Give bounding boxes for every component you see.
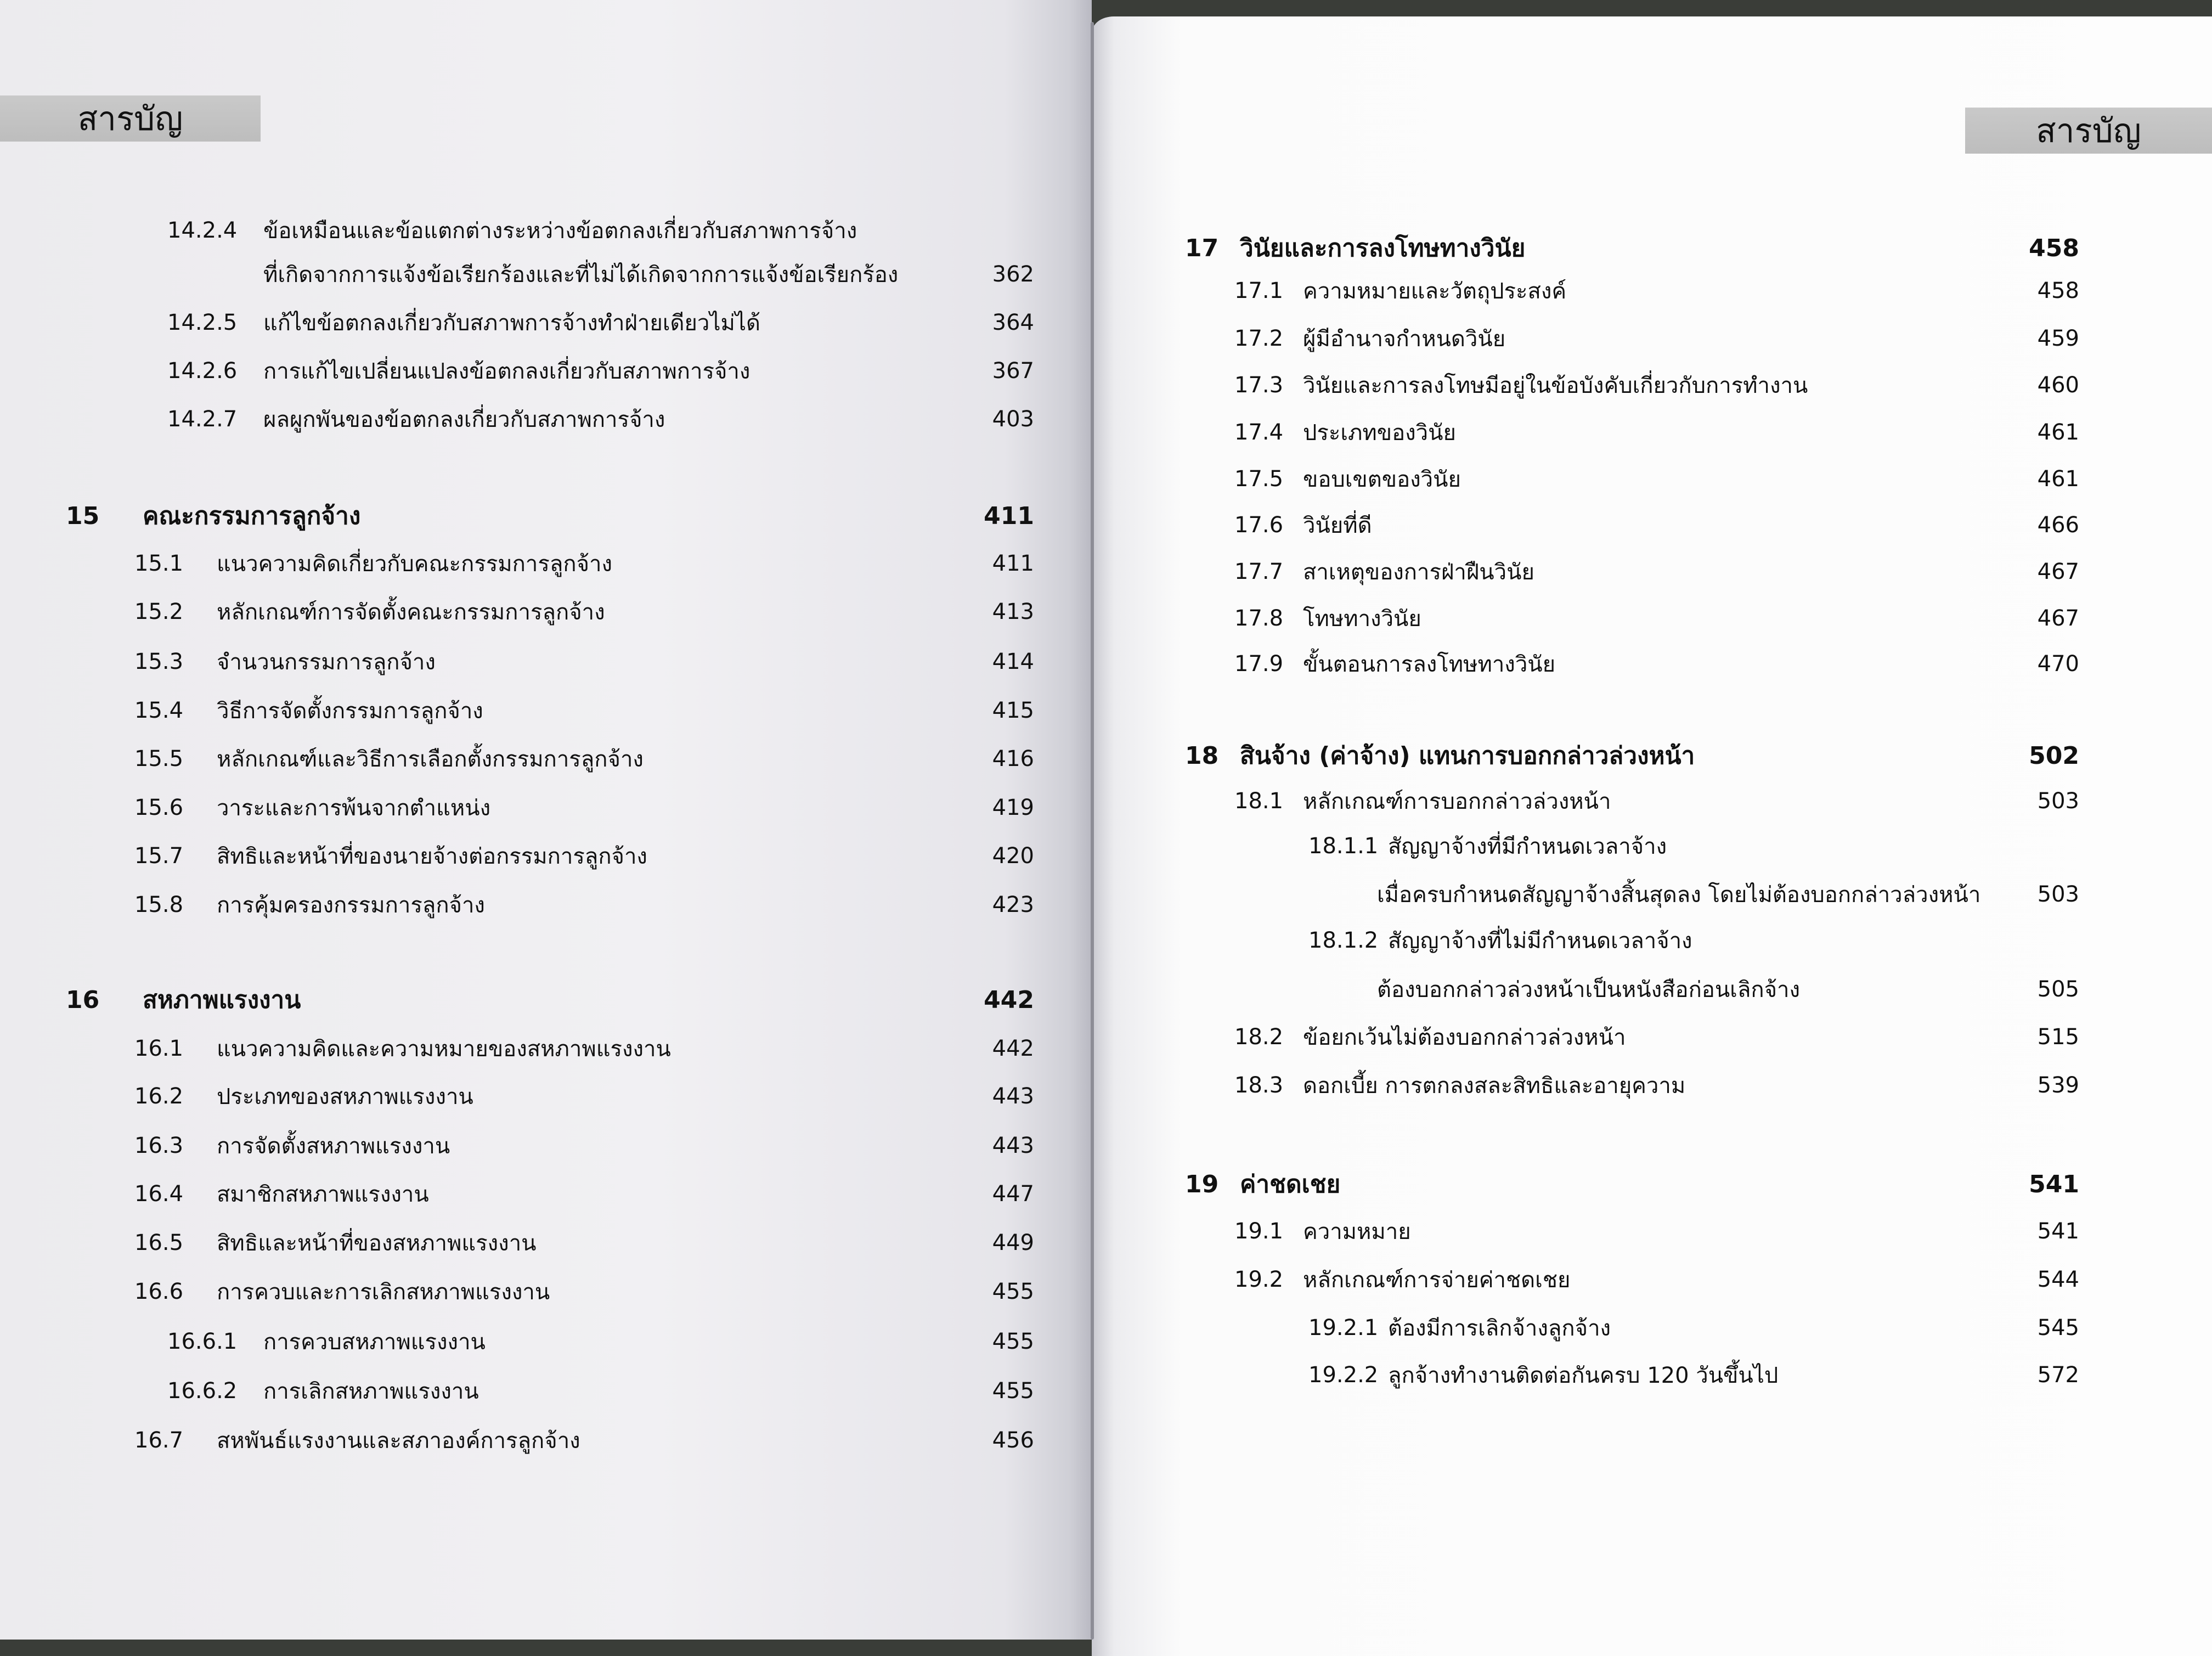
toc-entry-page-number: 414 bbox=[992, 649, 1034, 674]
toc-entry-number: 17.1 bbox=[1234, 278, 1284, 303]
toc-entry-number: 17.2 bbox=[1234, 326, 1284, 351]
toc-entry-number: 19.1 bbox=[1234, 1219, 1284, 1244]
toc-entry-title: หลักเกณฑ์การจ่ายค่าชดเชย bbox=[1303, 1268, 1571, 1293]
toc-entry-row bbox=[1234, 369, 2079, 402]
toc-entry-number: 14.2.7 bbox=[167, 407, 238, 432]
toc-entry-page-number: 515 bbox=[2037, 1024, 2079, 1050]
toc-entry-page-number: 470 bbox=[2037, 651, 2079, 677]
toc-entry-number: 16 bbox=[66, 985, 100, 1014]
toc-entry-title: ความหมาย bbox=[1303, 1219, 1411, 1244]
toc-entry-title: สาเหตุของการฝ่าฝืนวินัย bbox=[1303, 560, 1534, 585]
toc-entry-page-number: 545 bbox=[2037, 1315, 2079, 1340]
toc-entry-page-number: 541 bbox=[2037, 1219, 2079, 1244]
toc-entry-title: ประเภทของสหภาพแรงงาน bbox=[217, 1084, 473, 1109]
toc-entry-page-number: 502 bbox=[2029, 741, 2079, 770]
toc-entry-number: 17.4 bbox=[1234, 420, 1284, 445]
toc-entry-title: ขอบเขตของวินัย bbox=[1303, 467, 1461, 492]
toc-entry-row bbox=[167, 403, 1034, 436]
toc-entry-row bbox=[134, 1129, 1034, 1162]
toc-entry-title: ผลผูกพันของข้อตกลงเกี่ยวกับสภาพการจ้าง bbox=[263, 407, 665, 432]
toc-entry-page-number: 467 bbox=[2037, 606, 2079, 631]
toc-entry-number: 15.5 bbox=[134, 746, 184, 771]
toc-entry-row bbox=[134, 1275, 1034, 1308]
toc-entry-row bbox=[1234, 416, 2079, 449]
toc-entry-page-number: 541 bbox=[2029, 1170, 2079, 1198]
toc-entry-page-number: 455 bbox=[992, 1279, 1034, 1304]
toc-entry-number: 14.2.6 bbox=[167, 358, 238, 384]
toc-entry-title: โทษทางวินัย bbox=[1303, 606, 1421, 632]
left-page-header-label: สารบัญ bbox=[77, 99, 183, 138]
toc-entry-row bbox=[134, 742, 1034, 775]
toc-entry-row bbox=[134, 840, 1034, 872]
toc-entry-row bbox=[134, 1178, 1034, 1210]
toc-entry-page-number: 459 bbox=[2037, 326, 2079, 351]
toc-entry-page-number: 362 bbox=[992, 262, 1034, 287]
toc-chapter-row bbox=[66, 499, 1034, 532]
right-page-header-label: สารบัญ bbox=[2036, 111, 2141, 150]
toc-entry-page-number: 503 bbox=[2037, 788, 2079, 814]
toc-entry-title: ข้อยกเว้นไม่ต้องบอกกล่าวล่วงหน้า bbox=[1303, 1025, 1626, 1050]
toc-entry-row bbox=[1308, 924, 2079, 957]
toc-entry-row bbox=[1234, 322, 2079, 355]
toc-entry-number: 15.1 bbox=[134, 551, 184, 576]
toc-entry-title: เมื่อครบกำหนดสัญญาจ้างสิ้นสุดลง โดยไม่ต้องบอกกล่าวล่วงหน้า bbox=[1377, 882, 1981, 908]
toc-entry-number: 19 bbox=[1185, 1170, 1219, 1198]
toc-entry-row bbox=[1234, 463, 2079, 495]
toc-entry-number: 17 bbox=[1185, 234, 1219, 262]
toc-entry-page-number: 449 bbox=[992, 1230, 1034, 1255]
toc-entry-number: 15.6 bbox=[134, 795, 184, 820]
toc-entry-row bbox=[1234, 1263, 2079, 1296]
toc-entry-title: แก้ไขข้อตกลงเกี่ยวกับสภาพการจ้างทำฝ่ายเดียวไม่ได้ bbox=[263, 311, 760, 336]
toc-entry-title: ขั้นตอนการลงโทษทางวินัย bbox=[1303, 652, 1556, 677]
toc-entry-title: วินัยที่ดี bbox=[1303, 513, 1372, 538]
toc-entry-title: วินัยและการลงโทษมีอยู่ในข้อบังคับเกี่ยวกับการทำงาน bbox=[1303, 373, 1808, 398]
toc-entry-row bbox=[134, 791, 1034, 824]
toc-entry-number: 18.1.2 bbox=[1308, 928, 1379, 953]
toc-entry-number: 18.2 bbox=[1234, 1024, 1284, 1050]
toc-entry-number: 17.9 bbox=[1234, 651, 1284, 677]
toc-entry-number: 16.4 bbox=[134, 1181, 184, 1207]
toc-entry-page-number: 442 bbox=[992, 1036, 1034, 1061]
toc-entry-row bbox=[263, 258, 1034, 291]
toc-entry-page-number: 503 bbox=[2037, 882, 2079, 907]
toc-entry-page-number: 447 bbox=[992, 1181, 1034, 1207]
toc-entry-title: ข้อเหมือนและข้อแตกต่างระหว่างข้อตกลงเกี่ยวกับสภาพการจ้าง bbox=[263, 218, 857, 244]
toc-entry-page-number: 544 bbox=[2037, 1267, 2079, 1292]
toc-chapter-row bbox=[1185, 232, 2079, 264]
toc-entry-number: 16.5 bbox=[134, 1230, 184, 1255]
toc-entry-title: สินจ้าง (ค่าจ้าง) แทนการบอกกล่าวล่วงหน้า bbox=[1240, 742, 1695, 770]
toc-entry-page-number: 572 bbox=[2037, 1362, 2079, 1388]
toc-entry-title: การจัดตั้งสหภาพแรงงาน bbox=[217, 1134, 450, 1159]
toc-entry-number: 19.2.1 bbox=[1308, 1315, 1379, 1340]
toc-entry-title: ต้องบอกกล่าวล่วงหน้าเป็นหนังสือก่อนเลิกจ้าง bbox=[1377, 977, 1800, 1002]
toc-entry-row bbox=[134, 888, 1034, 921]
toc-entry-row bbox=[167, 214, 1034, 247]
toc-entry-page-number: 415 bbox=[992, 698, 1034, 723]
toc-entry-number: 17.8 bbox=[1234, 606, 1284, 631]
toc-entry-row bbox=[1234, 274, 2079, 307]
toc-entry-row bbox=[1234, 509, 2079, 542]
right-page-header-tab bbox=[1965, 108, 2212, 154]
toc-entry-title: สัญญาจ้างที่ไม่มีกำหนดเวลาจ้าง bbox=[1388, 928, 1692, 954]
book-spine-gutter bbox=[1091, 22, 1094, 1640]
toc-entry-number: 17.7 bbox=[1234, 559, 1284, 584]
toc-entry-title: หลักเกณฑ์การจัดตั้งคณะกรรมการลูกจ้าง bbox=[217, 600, 605, 625]
toc-entry-page-number: 442 bbox=[984, 985, 1034, 1014]
toc-entry-page-number: 364 bbox=[992, 310, 1034, 335]
left-page-header-tab bbox=[0, 95, 261, 142]
toc-entry-row bbox=[1234, 1215, 2079, 1248]
toc-entry-row bbox=[1308, 830, 2079, 863]
toc-entry-row bbox=[134, 1226, 1034, 1259]
toc-entry-number: 18.1.1 bbox=[1308, 833, 1379, 859]
toc-entry-row bbox=[1234, 1021, 2079, 1054]
toc-entry-number: 16.7 bbox=[134, 1428, 184, 1453]
toc-entry-title: ค่าชดเชย bbox=[1240, 1170, 1341, 1198]
toc-entry-title: การแก้ไขเปลี่ยนแปลงข้อตกลงเกี่ยวกับสภาพการจ้าง bbox=[263, 359, 751, 384]
toc-entry-title: วิธีการจัดตั้งกรรมการลูกจ้าง bbox=[217, 699, 483, 724]
toc-entry-title: สิทธิและหน้าที่ของสหภาพแรงงาน bbox=[217, 1231, 537, 1256]
toc-entry-row bbox=[1308, 1311, 2079, 1344]
toc-entry-row bbox=[134, 1424, 1034, 1457]
toc-entry-title: แนวความคิดและความหมายของสหภาพแรงงาน bbox=[217, 1037, 671, 1062]
toc-entry-title: ผู้มีอำนาจกำหนดวินัย bbox=[1303, 326, 1506, 352]
toc-entry-page-number: 413 bbox=[992, 599, 1034, 624]
toc-entry-title: หลักเกณฑ์การบอกกล่าวล่วงหน้า bbox=[1303, 789, 1611, 814]
toc-entry-number: 16.6 bbox=[134, 1279, 184, 1304]
toc-entry-title: ความหมายและวัตถุประสงค์ bbox=[1303, 279, 1567, 304]
toc-entry-page-number: 420 bbox=[992, 843, 1034, 869]
toc-entry-number: 18.3 bbox=[1234, 1073, 1284, 1098]
toc-entry-page-number: 455 bbox=[992, 1378, 1034, 1404]
toc-entry-page-number: 367 bbox=[992, 358, 1034, 384]
toc-entry-title: สหพันธ์แรงงานและสภาองค์การลูกจ้าง bbox=[217, 1428, 580, 1454]
toc-entry-row bbox=[167, 306, 1034, 339]
toc-entry-number: 19.2.2 bbox=[1308, 1362, 1379, 1388]
toc-entry-number: 16.2 bbox=[134, 1084, 184, 1109]
toc-entry-row bbox=[167, 1375, 1034, 1407]
toc-entry-number: 19.2 bbox=[1234, 1267, 1284, 1292]
toc-entry-row bbox=[1234, 555, 2079, 588]
toc-entry-page-number: 411 bbox=[992, 551, 1034, 576]
toc-entry-title: หลักเกณฑ์และวิธีการเลือกตั้งกรรมการลูกจ้าง bbox=[217, 747, 644, 772]
toc-entry-title: ที่เกิดจากการแจ้งข้อเรียกร้องและที่ไม่ได้เกิดจากการแจ้งข้อเรียกร้อง bbox=[263, 262, 899, 288]
toc-entry-page-number: 443 bbox=[992, 1133, 1034, 1158]
toc-entry-page-number: 458 bbox=[2037, 278, 2079, 303]
toc-entry-number: 17.5 bbox=[1234, 466, 1284, 492]
toc-entry-row bbox=[134, 1080, 1034, 1113]
toc-chapter-row bbox=[1185, 739, 2079, 772]
toc-entry-number: 16.1 bbox=[134, 1036, 184, 1061]
toc-entry-title: ประเภทของวินัย bbox=[1303, 420, 1456, 446]
right-page bbox=[1092, 16, 2212, 1656]
toc-entry-title: การเลิกสหภาพแรงงาน bbox=[263, 1379, 479, 1404]
toc-entry-number: 18 bbox=[1185, 741, 1219, 770]
toc-entry-number: 16.6.2 bbox=[167, 1378, 238, 1404]
toc-entry-title: จำนวนกรรมการลูกจ้าง bbox=[217, 650, 436, 675]
toc-entry-title: ต้องมีการเลิกจ้างลูกจ้าง bbox=[1388, 1316, 1611, 1341]
toc-entry-title: การคุ้มครองกรรมการลูกจ้าง bbox=[217, 893, 485, 918]
toc-entry-title: สัญญาจ้างที่มีกำหนดเวลาจ้าง bbox=[1388, 834, 1667, 859]
toc-entry-title: วินัยและการลงโทษทางวินัย bbox=[1240, 234, 1526, 262]
toc-entry-number: 16.3 bbox=[134, 1133, 184, 1158]
toc-entry-row bbox=[167, 354, 1034, 387]
toc-entry-number: 14.2.5 bbox=[167, 310, 238, 335]
toc-entry-row bbox=[167, 1325, 1034, 1358]
toc-entry-number: 15.4 bbox=[134, 698, 184, 723]
toc-entry-row bbox=[1234, 785, 2079, 818]
toc-entry-page-number: 458 bbox=[2029, 234, 2079, 262]
toc-entry-number: 15.2 bbox=[134, 599, 184, 624]
left-page bbox=[0, 0, 1092, 1640]
toc-entry-title: สิทธิและหน้าที่ของนายจ้างต่อกรรมการลูกจ้าง bbox=[217, 844, 647, 869]
toc-chapter-row bbox=[66, 983, 1034, 1016]
toc-entry-row bbox=[1377, 973, 2079, 1006]
toc-entry-title: การควบและการเลิกสหภาพแรงงาน bbox=[217, 1280, 550, 1305]
toc-entry-number: 14.2.4 bbox=[167, 218, 238, 243]
toc-entry-page-number: 423 bbox=[992, 892, 1034, 917]
toc-entry-row bbox=[134, 645, 1034, 678]
toc-entry-page-number: 419 bbox=[992, 795, 1034, 820]
toc-entry-page-number: 403 bbox=[992, 407, 1034, 432]
toc-entry-number: 15.7 bbox=[134, 843, 184, 869]
toc-entry-row bbox=[1377, 878, 2079, 911]
toc-entry-row bbox=[134, 1032, 1034, 1065]
toc-entry-title: คณะกรรมการลูกจ้าง bbox=[143, 502, 361, 530]
toc-entry-number: 15 bbox=[66, 502, 100, 530]
toc-entry-title: แนวความคิดเกี่ยวกับคณะกรรมการลูกจ้าง bbox=[217, 551, 612, 577]
toc-entry-page-number: 456 bbox=[992, 1428, 1034, 1453]
toc-entry-number: 16.6.1 bbox=[167, 1329, 238, 1354]
toc-entry-row bbox=[1234, 1069, 2079, 1102]
toc-entry-page-number: 460 bbox=[2037, 373, 2079, 398]
toc-entry-number: 17.3 bbox=[1234, 373, 1284, 398]
toc-entry-page-number: 505 bbox=[2037, 977, 2079, 1002]
toc-entry-title: ดอกเบี้ย การตกลงสละสิทธิและอายุความ bbox=[1303, 1073, 1686, 1099]
toc-entry-page-number: 461 bbox=[2037, 420, 2079, 445]
toc-entry-row bbox=[134, 694, 1034, 727]
toc-entry-row bbox=[134, 595, 1034, 628]
toc-entry-page-number: 416 bbox=[992, 746, 1034, 771]
toc-entry-page-number: 443 bbox=[992, 1084, 1034, 1109]
toc-chapter-row bbox=[1185, 1168, 2079, 1201]
toc-entry-number: 15.3 bbox=[134, 649, 184, 674]
toc-entry-page-number: 466 bbox=[2037, 512, 2079, 538]
toc-entry-row bbox=[1234, 647, 2079, 680]
toc-entry-row bbox=[1308, 1359, 2079, 1392]
toc-entry-title: วาระและการพ้นจากตำแหน่ง bbox=[217, 796, 491, 821]
toc-entry-title: ลูกจ้างทำงานติดต่อกันครบ 120 วันขึ้นไป bbox=[1388, 1363, 1779, 1388]
toc-entry-number: 18.1 bbox=[1234, 788, 1284, 814]
toc-entry-page-number: 467 bbox=[2037, 559, 2079, 584]
toc-entry-page-number: 455 bbox=[992, 1329, 1034, 1354]
toc-entry-number: 15.8 bbox=[134, 892, 184, 917]
toc-entry-title: การควบสหภาพแรงงาน bbox=[263, 1330, 486, 1355]
toc-entry-page-number: 411 bbox=[984, 502, 1034, 530]
toc-entry-title: สหภาพแรงงาน bbox=[143, 986, 301, 1014]
toc-entry-row bbox=[1234, 602, 2079, 635]
toc-entry-number: 17.6 bbox=[1234, 512, 1284, 538]
toc-entry-page-number: 461 bbox=[2037, 466, 2079, 492]
toc-entry-title: สมาชิกสหภาพแรงงาน bbox=[217, 1182, 429, 1207]
toc-entry-row bbox=[134, 547, 1034, 580]
toc-entry-page-number: 539 bbox=[2037, 1073, 2079, 1098]
